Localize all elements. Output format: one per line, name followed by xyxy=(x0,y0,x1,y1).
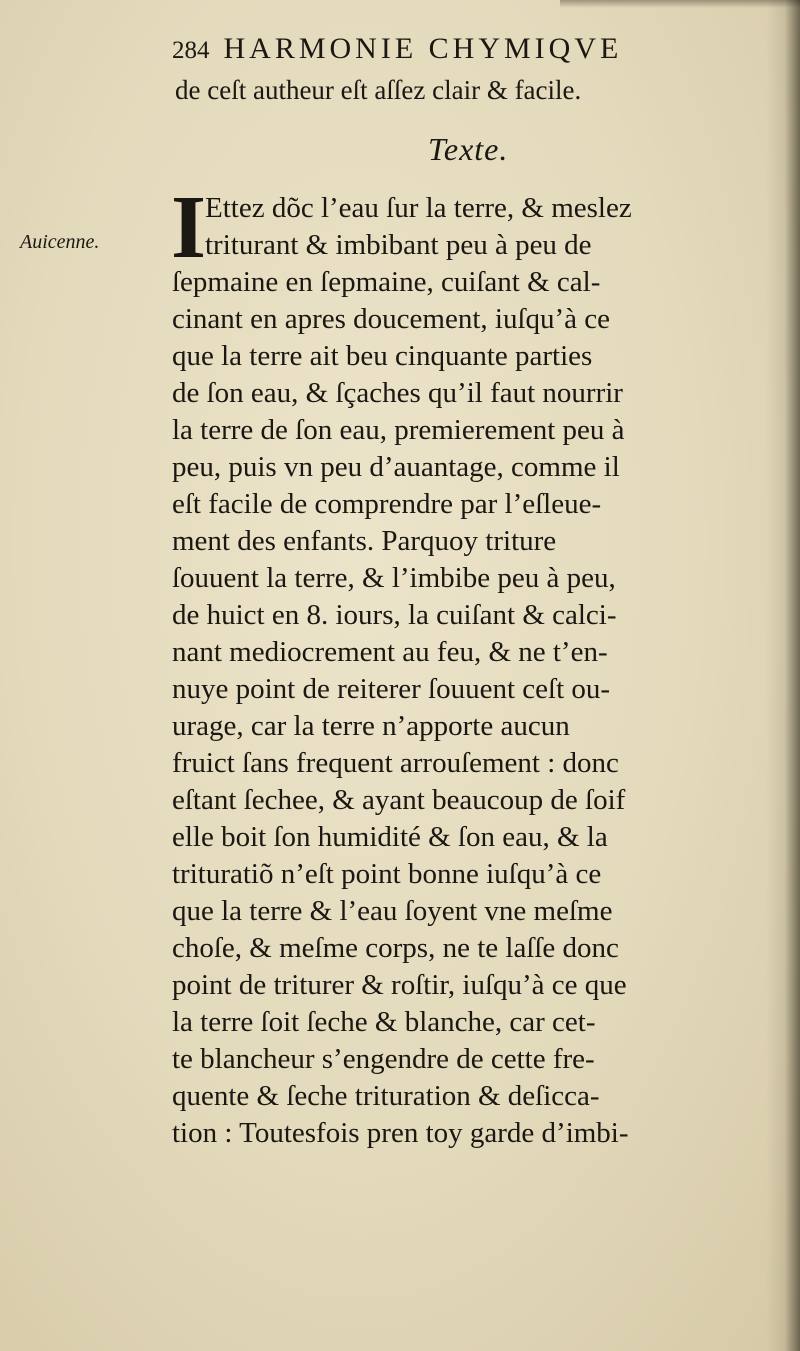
text-line: Ettez dõc l’eau ſur la terre, & meslez xyxy=(205,192,632,224)
page-top-edge-shadow xyxy=(560,0,800,8)
text-line: quente & ſeche trituration & deſicca- xyxy=(172,1080,600,1112)
page-gutter-shadow xyxy=(766,0,800,1351)
text-line: de ſon eau, & ſçaches qu’il faut nourrir xyxy=(172,377,623,409)
text-line: de huict en 8. iours, la cuiſant & calci- xyxy=(172,599,617,631)
text-line: que la terre ait beu cinquante parties xyxy=(172,340,593,372)
text-line: te blancheur s’engendre de cette fre- xyxy=(172,1043,595,1075)
text-line: elle boit ſon humidité & ſon eau, & la xyxy=(172,821,608,853)
running-head xyxy=(172,30,622,70)
drop-cap: I xyxy=(171,178,207,277)
text-line: cinant en apres doucement, iuſqu’à ce xyxy=(172,303,611,335)
text-line: ſouuent la terre, & l’imbibe peu à peu, xyxy=(172,562,616,594)
intro-line: de ceſt autheur eſt aſſez clair & facile. xyxy=(175,75,582,105)
running-title: HARMONIE CHYMIQVE xyxy=(223,32,623,65)
text-line: point de triturer & roſtir, iuſqu’à ce que xyxy=(172,969,627,1001)
text-line: la terre de ſon eau, premierement peu à xyxy=(172,414,625,446)
text-line: ment des enfants. Parquoy triture xyxy=(172,525,557,557)
text-line: ſepmaine en ſepmaine, cuiſant & cal- xyxy=(172,266,601,298)
text-line: nuye point de reiterer ſouuent ceſt ou- xyxy=(172,673,611,705)
section-heading: Texte. xyxy=(428,131,509,167)
text-line: eſtant ſechee, & ayant beaucoup de ſoif xyxy=(172,784,626,816)
text-line: triturant & imbibant peu à peu de xyxy=(205,229,592,261)
text-line: eſt facile de comprendre par l’eſleue- xyxy=(172,488,602,520)
text-line: tion : Toutesfois pren toy garde d’imbi- xyxy=(172,1117,629,1149)
text-line: que la terre & l’eau ſoyent vne meſme xyxy=(172,895,613,927)
text-line: peu, puis vn peu d’auantage, comme il xyxy=(172,451,620,483)
text-line: nant mediocrement au feu, & ne t’en- xyxy=(172,636,608,668)
text-line: urage, car la terre n’apporte aucun xyxy=(172,710,570,742)
text-line: trituratiõ n’eſt point bonne iuſqu’à ce xyxy=(172,858,602,890)
margin-note: Auicenne. xyxy=(20,231,100,253)
page-number: 284 xyxy=(172,37,210,64)
text-line: choſe, & meſme corps, ne te laſſe donc xyxy=(172,932,619,964)
text-line: fruict ſans frequent arrouſement : donc xyxy=(172,747,619,779)
text-line: la terre ſoit ſeche & blanche, car cet- xyxy=(172,1006,596,1038)
